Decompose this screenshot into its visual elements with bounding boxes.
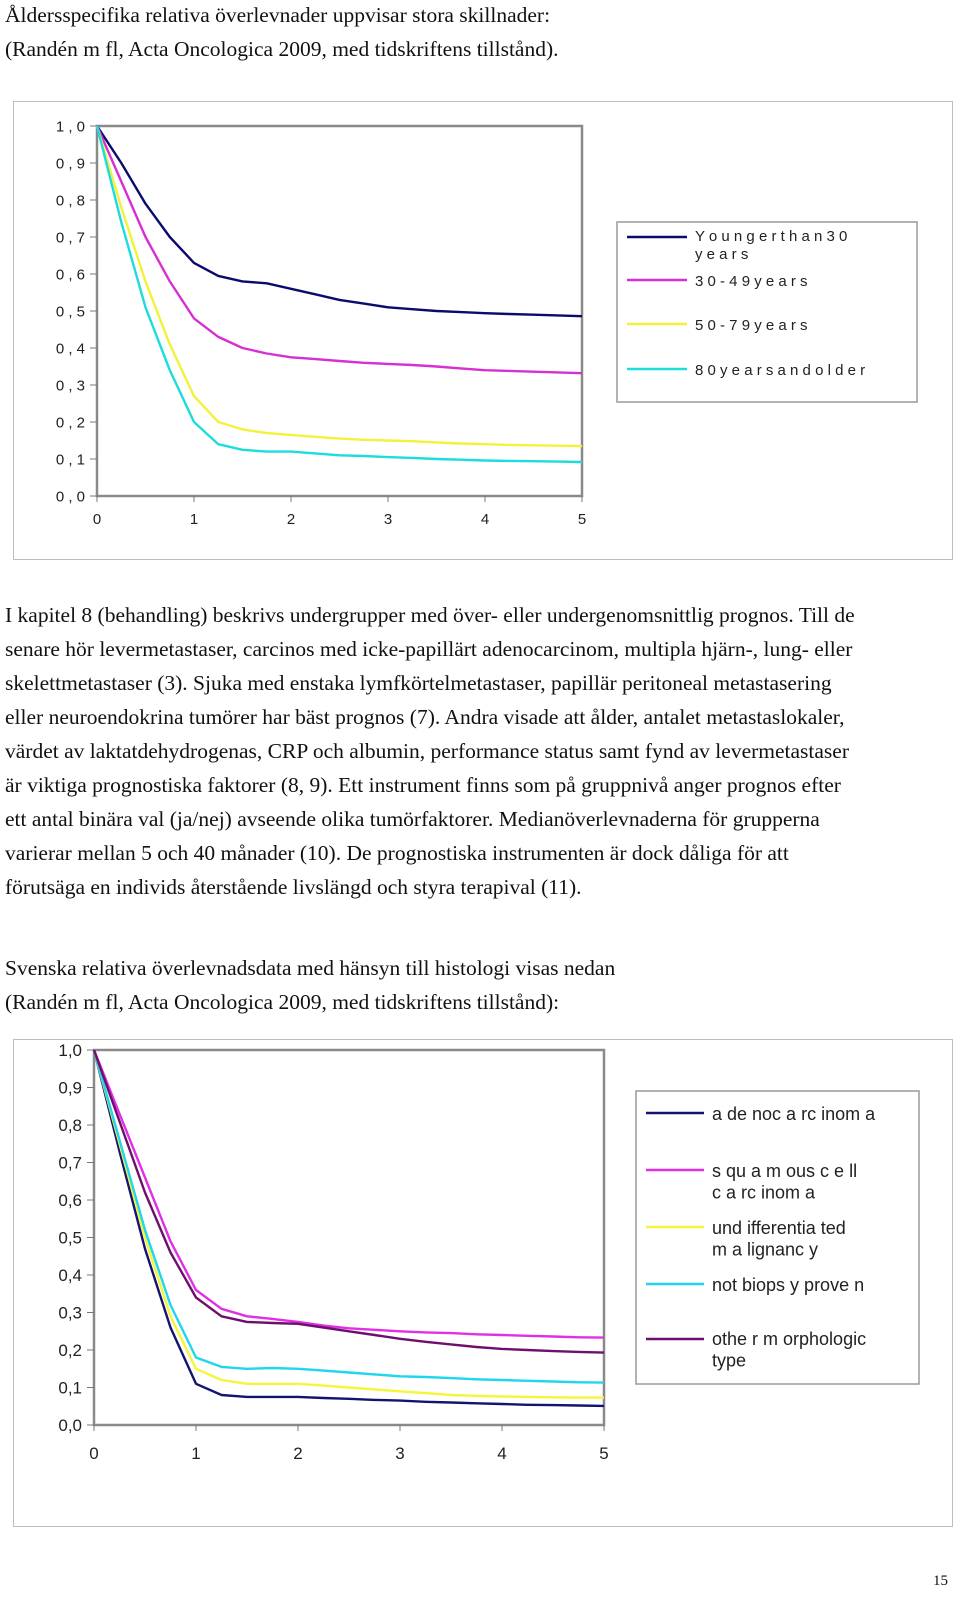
x-tick-label: 3 (383, 511, 393, 528)
x-tick-label: 4 (480, 511, 490, 528)
paragraph-line: senare hör levermetastaser, carcinos med icke-papillärt adenocarcinom, multipla hjärn-, lung- eller (5, 637, 853, 661)
y-tick-label: 0 , 9 (55, 155, 85, 173)
series-line-2 (94, 1050, 604, 1398)
paragraph-line: förutsäga en individs återstående livslängd och styra terapival (11). (5, 875, 582, 899)
series-line-0 (94, 1050, 604, 1406)
paragraph-line: varierar mellan 5 och 40 månader (10). De prognostiska instrumenten är dock dåliga för att (5, 841, 789, 865)
x-tick-label: 2 (293, 1444, 303, 1463)
y-tick-label: 0 , 0 (55, 488, 85, 506)
y-tick-label: 1,0 (58, 1041, 82, 1061)
legend-label: 3 0 - 4 9 y e a r s (695, 273, 808, 290)
series-line-1 (97, 126, 582, 373)
y-tick-label: 0 , 8 (55, 192, 85, 210)
series-line-1 (94, 1050, 604, 1338)
intro-line: (Randén m fl, Acta Oncologica 2009, med tidskriftens tillstånd): (5, 990, 560, 1014)
legend-label: s qu a m ous c e ll c a rc inom a (712, 1161, 858, 1203)
plot-area (94, 1050, 604, 1425)
legend-label: 8 0 y e a r s a n d o l d e r (695, 362, 866, 379)
y-tick-label: 0 , 6 (55, 266, 85, 284)
y-tick-label: 1 , 0 (55, 118, 85, 136)
chart-frame-age (13, 101, 953, 560)
x-tick-label: 2 (286, 511, 296, 528)
series-line-0 (97, 126, 582, 316)
x-tick-label: 5 (599, 1444, 609, 1463)
legend-label: Y o u n g e r t h a n 3 0 y e a r s (695, 228, 848, 263)
series-line-2 (97, 126, 582, 446)
legend-label: a de noc a rc inom a (712, 1104, 876, 1124)
y-tick-label: 0,1 (58, 1378, 82, 1398)
y-tick-label: 0,9 (58, 1078, 82, 1098)
series-line-3 (94, 1050, 604, 1383)
y-tick-label: 0 , 1 (55, 451, 85, 469)
y-tick-label: 0,7 (58, 1153, 82, 1173)
histology-intro-text (5, 951, 945, 1019)
age-survival-chart (14, 102, 951, 558)
paragraph-line: är viktiga prognostiska faktorer (8, 9). Ett instrument finns som på gruppnivå anger prognos efter (5, 773, 841, 797)
x-tick-label: 0 (92, 511, 102, 528)
legend-label: not biops y prove n (712, 1275, 865, 1295)
y-tick-label: 0,2 (58, 1341, 82, 1361)
paragraph-line: ett antal binära val (ja/nej) avseende olika tumörfaktorer. Medianöverlevnaderna för grupperna (5, 807, 820, 831)
intro-line: Åldersspecifika relativa överlevnader uppvisar stora skillnader: (5, 3, 551, 27)
y-tick-label: 0 , 3 (55, 377, 85, 395)
chart-frame-histology (13, 1039, 953, 1527)
intro-line: Svenska relativa överlevnadsdata med hänsyn till histologi visas nedan (5, 956, 616, 980)
y-tick-label: 0,5 (58, 1228, 82, 1248)
y-tick-label: 0,3 (58, 1303, 82, 1323)
legend-label: 5 0 - 7 9 y e a r s (695, 317, 808, 334)
intro-text (5, 0, 945, 66)
y-tick-label: 0 , 5 (55, 303, 85, 321)
paragraph-line: skelettmetastaser (3). Sjuka med enstaka lymfkörtelmetastaser, papillär peritoneal metastasering (5, 671, 832, 695)
y-tick-label: 0,8 (58, 1116, 82, 1136)
y-tick-label: 0,4 (58, 1266, 82, 1286)
legend-label: othe r m orphologic type (712, 1329, 867, 1371)
plot-area (97, 126, 582, 496)
y-tick-label: 0 , 4 (55, 340, 85, 358)
x-tick-label: 0 (89, 1444, 99, 1463)
x-tick-label: 4 (497, 1444, 507, 1463)
body-paragraph (5, 598, 950, 904)
x-tick-label: 3 (395, 1444, 405, 1463)
x-tick-label: 5 (577, 511, 587, 528)
paragraph-line: I kapitel 8 (behandling) beskrivs undergrupper med över- eller undergenomsnittlig prognos. Till de (5, 603, 855, 627)
y-tick-label: 0 , 2 (55, 414, 85, 432)
y-tick-label: 0 , 7 (55, 229, 85, 247)
intro-line: (Randén m fl, Acta Oncologica 2009, med tidskriftens tillstånd). (5, 37, 559, 61)
y-tick-label: 0,0 (58, 1416, 82, 1436)
series-line-3 (97, 126, 582, 462)
page-number: 15 (933, 1573, 948, 1589)
x-tick-label: 1 (191, 1444, 201, 1463)
y-tick-label: 0,6 (58, 1191, 82, 1211)
histology-survival-chart (14, 1040, 951, 1525)
paragraph-line: eller neuroendokrina tumörer har bäst prognos (7). Andra visade att ålder, antalet metastaslokaler, (5, 705, 845, 729)
legend-label: und ifferentia ted m a lignanc y (712, 1218, 846, 1260)
x-tick-label: 1 (189, 511, 199, 528)
paragraph-line: värdet av laktatdehydrogenas, CRP och albumin, performance status samt fynd av levermetastaser (5, 739, 850, 763)
